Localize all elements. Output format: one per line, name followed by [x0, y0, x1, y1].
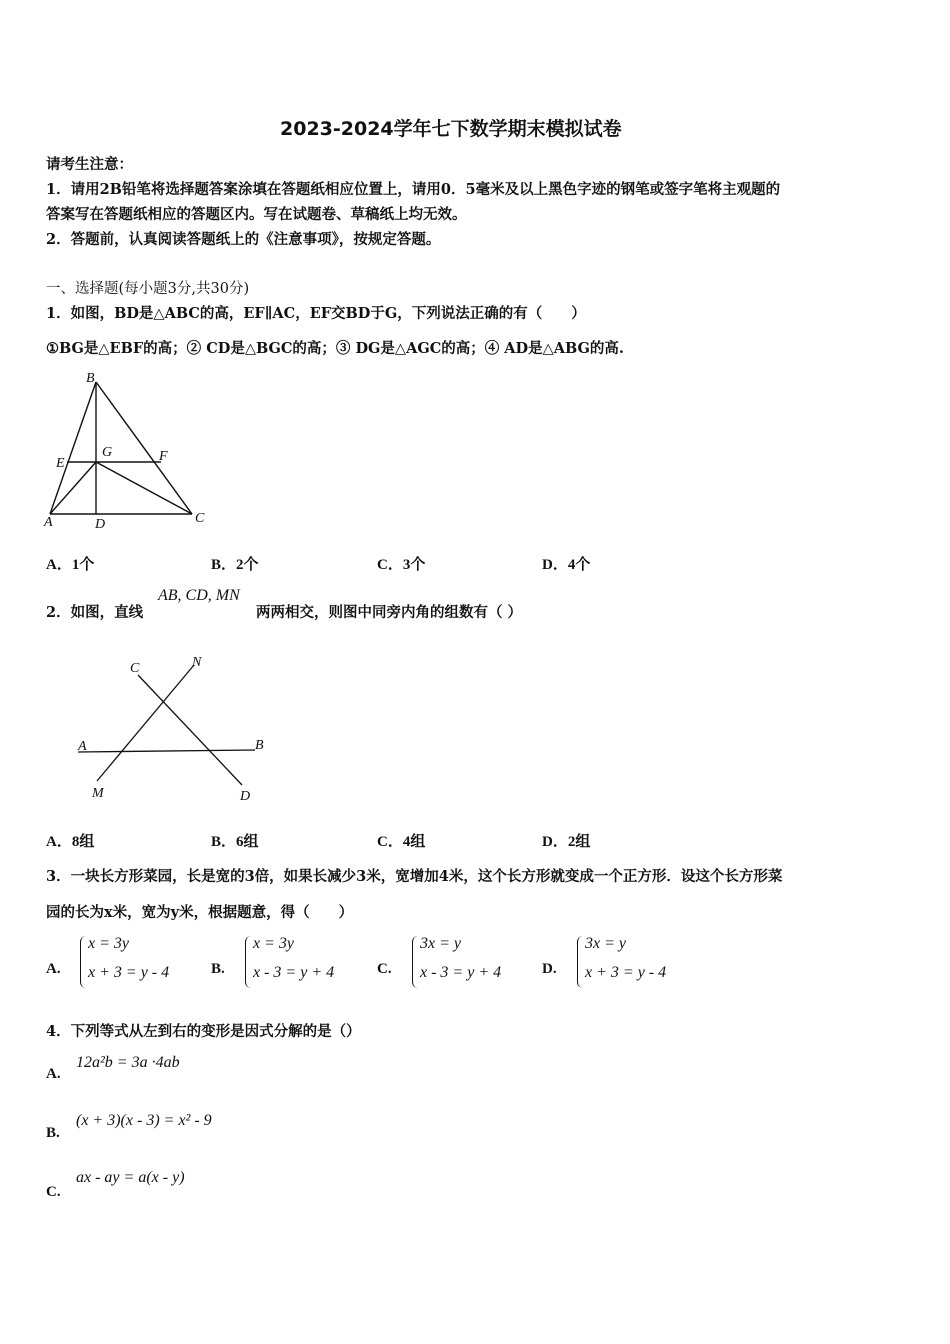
q4-option-b-expr: (x + 3)(x - 3) = x² - 9	[76, 1112, 212, 1129]
q3-option-a-brace	[80, 936, 87, 988]
page-title: 2023-2024学年七下数学期末模拟试卷	[280, 118, 622, 140]
q2-stem-math: AB, CD, MN	[158, 587, 240, 604]
q3-option-d-brace	[577, 936, 584, 988]
notice-line-2: 2．答题前，认真阅读答题纸上的《注意事项》，按规定答题。	[46, 231, 441, 248]
section-heading: 一、选择题(每小题3分,共30分)	[46, 281, 250, 297]
q2-label-C: C	[130, 661, 140, 676]
q3-option-b-brace	[245, 936, 252, 988]
q2-stem-pre: 2．如图，直线	[46, 604, 144, 621]
q3-option-c-brace	[412, 936, 419, 988]
q3-option-b-eq1: x = 3y	[253, 935, 294, 952]
q3-option-a-label: A.	[46, 961, 61, 977]
q1-statements: ①BG是△EBF的高；② CD是△BGC的高；③ DG是△AGC的高；④ AD是△ABG的高.	[46, 340, 624, 357]
q3-stem-line-1: 3．一块长方形菜园，长是宽的3倍，如果长减少3米，宽增加4米，这个长方形就变成一个正方形．设这个长方形菜	[46, 868, 783, 885]
q1-stem: 1．如图，BD是△ABC的高，EF∥AC，EF交BD于G，下列说法正确的有（ ）	[46, 305, 586, 322]
q3-option-d-label: D.	[542, 961, 557, 977]
q1-label-E: E	[56, 456, 65, 471]
q1-label-C: C	[195, 511, 205, 526]
q1-triangle-figure	[40, 368, 220, 538]
q2-lines-figure	[70, 652, 270, 807]
notice-line-1b: 答案写在答题纸相应的答题区内。写在试题卷、草稿纸上均无效。	[46, 206, 467, 223]
q1-label-D: D	[95, 517, 106, 532]
q3-option-c-eq1: 3x = y	[420, 935, 461, 952]
q2-label-N: N	[192, 655, 202, 670]
q2-option-b: B．6组	[211, 834, 259, 850]
q2-option-d: D．2组	[542, 834, 591, 850]
q3-stem-line-2: 园的长为x米，宽为y米，根据题意，得（ ）	[46, 904, 354, 921]
q1-label-B: B	[86, 371, 95, 386]
q2-option-c: C．4组	[377, 834, 426, 850]
q3-option-d-eq1: 3x = y	[585, 935, 626, 952]
q1-option-a: A．1个	[46, 557, 95, 573]
q2-label-D: D	[240, 789, 251, 804]
q4-option-a-expr: 12a²b = 3a ·4ab	[76, 1054, 180, 1071]
q4-option-b-label: B.	[46, 1125, 60, 1141]
q1-label-A: A	[44, 515, 53, 530]
q3-option-c-eq2: x - 3 = y + 4	[420, 964, 502, 981]
q2-label-B: B	[255, 738, 264, 753]
q1-option-d: D．4个	[542, 557, 591, 573]
q4-option-c-expr: ax - ay = a(x - y)	[76, 1169, 185, 1186]
notice-line-1a: 1．请用2B铅笔将选择题答案涂填在答题纸相应位置上，请用0．5毫米及以上黑色字迹的钢笔或签字笔将主观题的	[46, 181, 781, 198]
q4-stem: 4．下列等式从左到右的变形是因式分解的是（）	[46, 1023, 361, 1040]
q4-option-c-label: C.	[46, 1184, 61, 1200]
q1-option-c: C．3个	[377, 557, 426, 573]
q3-option-c-label: C.	[377, 961, 392, 977]
q3-option-b-eq2: x - 3 = y + 4	[253, 964, 335, 981]
q1-label-F: F	[159, 449, 168, 464]
q1-option-b: B．2个	[211, 557, 259, 573]
q2-label-M: M	[92, 786, 104, 801]
q2-option-a: A．8组	[46, 834, 95, 850]
q1-label-G: G	[102, 445, 113, 460]
q3-option-d-eq2: x + 3 = y - 4	[585, 964, 667, 981]
notice-heading: 请考生注意：	[46, 156, 133, 173]
q4-option-a-label: A.	[46, 1066, 61, 1082]
q2-label-A: A	[78, 739, 87, 754]
q3-option-b-label: B.	[211, 961, 225, 977]
q3-option-a-eq1: x = 3y	[88, 935, 129, 952]
q2-stem-post: 两两相交，则图中同旁内角的组数有（ ）	[256, 604, 523, 621]
q3-option-a-eq2: x + 3 = y - 4	[88, 964, 170, 981]
